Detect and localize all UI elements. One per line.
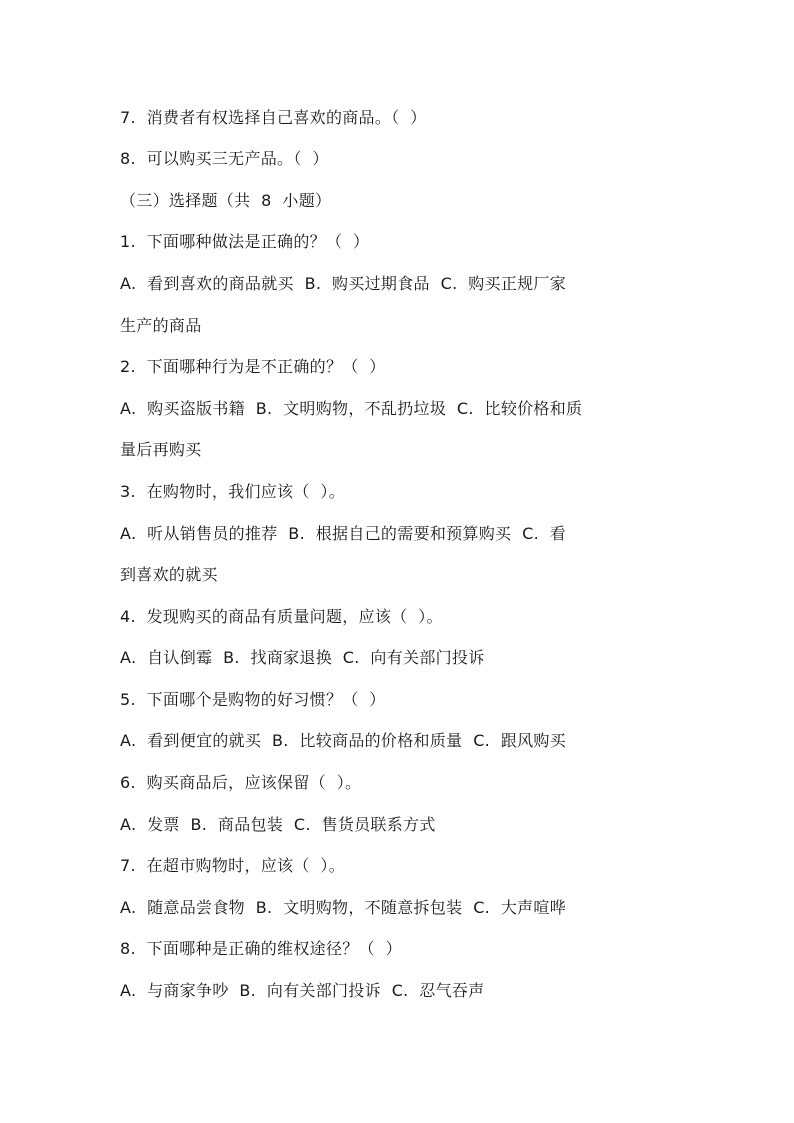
question-4-options: A. 自认倒霉 B. 找商家退换 C. 向有关部门投诉 (120, 648, 485, 667)
question-2: 2. 下面哪种行为是不正确的？（ ） (120, 357, 386, 376)
judgment-item-8: 8. 可以购买三无产品。（ ） (120, 149, 329, 168)
question-8: 8. 下面哪种是正确的维权途径？（ ） (120, 939, 402, 958)
question-5-options: A. 看到便宜的就买 B. 比较商品的价格和质量 C. 跟风购买 (120, 731, 567, 750)
question-8-options: A. 与商家争吵 B. 向有关部门投诉 C. 忍气吞声 (120, 981, 485, 1000)
question-1-options-cont: 生产的商品 (120, 316, 202, 335)
question-3-options-cont: 到喜欢的就买 (120, 565, 218, 584)
judgment-item-7: 7. 消费者有权选择自己喜欢的商品。（ ） (120, 108, 427, 127)
question-6: 6. 购买商品后，应该保留（ ）。 (120, 773, 362, 792)
question-6-options: A. 发票 B. 商品包装 C. 售货员联系方式 (120, 815, 436, 834)
question-5: 5. 下面哪个是购物的好习惯？（ ） (120, 690, 386, 709)
question-3: 3. 在购物时，我们应该（ ）。 (120, 482, 346, 501)
section-heading: （三）选择题（共 8 小题） (120, 191, 332, 210)
question-2-options: A. 购买盗版书籍 B. 文明购物，不乱扔垃圾 C. 比较价格和质 (120, 399, 583, 418)
question-2-options-cont: 量后再购买 (120, 440, 202, 459)
question-7: 7. 在超市购物时，应该（ ）。 (120, 856, 346, 875)
question-4: 4. 发现购买的商品有质量问题，应该（ ）。 (120, 607, 443, 626)
question-3-options: A. 听从销售员的推荐 B. 根据自己的需要和预算购买 C. 看 (120, 524, 567, 543)
question-7-options: A. 随意品尝食物 B. 文明购物，不随意拆包装 C. 大声喧哗 (120, 898, 567, 917)
question-1: 1. 下面哪种做法是正确的？（ ） (120, 232, 370, 251)
question-1-options: A. 看到喜欢的商品就买 B. 购买过期食品 C. 购买正规厂家 (120, 274, 567, 293)
